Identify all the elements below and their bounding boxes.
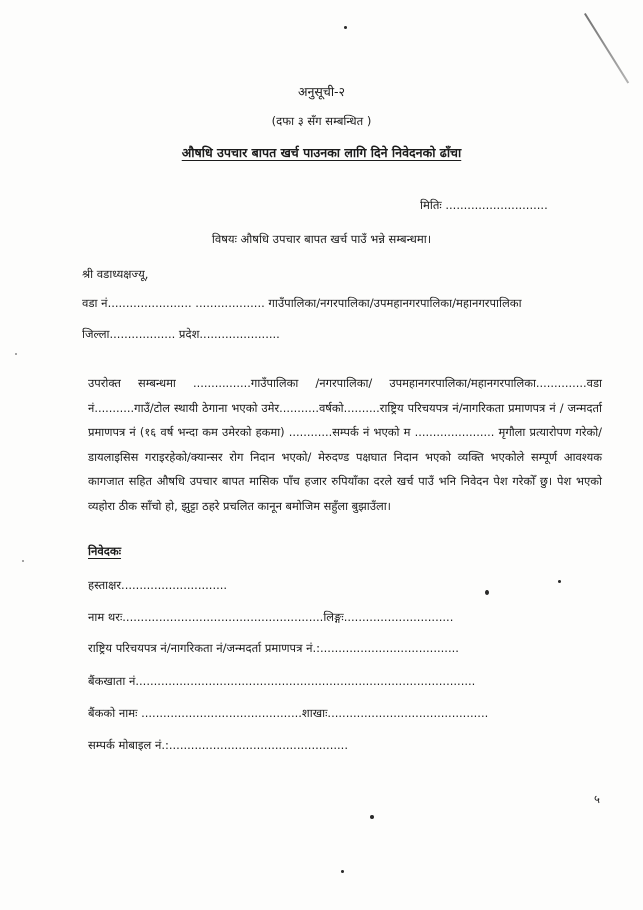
date-line: मितिः ............................ — [420, 198, 548, 212]
scan-speck — [558, 580, 561, 583]
signature-line: हस्ताक्षर............................. — [88, 578, 228, 592]
bank-account-line: बैंकखाता नं............................................................................................. — [88, 674, 476, 688]
applicant-heading: निवेदकः — [88, 544, 122, 558]
salutation: श्री वडाध्यक्षज्यू, — [82, 267, 149, 281]
id-number-line: राष्ट्रिय परिचयपत्र नं/नागरिकता नं/जन्मदर्ता प्रमाणपत्र नं.:...................................... — [88, 641, 459, 655]
application-body-paragraph: उपरोक्त सम्बन्धमा ................गाउँपालिका /नगरपालिका/ उपमहानगरपालिका/महानगरपालिका..............वडा नं...........गाउँ/टोल स्थायी ठेगाना भएको उमेर...........वर्षको..........राष्ट्रिय परिचयपत्र नं/नागरिकता प्रमाणपत्र नं / जन्मदर्ता प्रमाणपत्र नं (१६ वर्ष भन्दा कम उमेरको हकमा) ............सम्पर्क नं भएको म ...................... मृगौला प्रत्यारोपण गरेको/ डायलाइसिस गराइरहेको/क्यान्सर रोग निदान भएको/ मेरुदण्ड पक्षघात निदान भएको व्यक्ति भएकोले सम्पूर्ण आवश्यक कागजात सहित औषधि उपचार बापत मासिक पाँच हजार रुपियाँका दरले खर्च पाउँ भनि निवेदन पेश गरेकोँ छु। पेश भएको व्यहोरा ठीक साँचो हो, झुट्टा ठहरे प्रचलित कानून बमोजिम सहुँला बुझाउँला। — [88, 376, 602, 513]
subject-line: विषयः औषधि उपचार बापत खर्च पाउँ भन्ने सम्बन्धमा। — [211, 232, 432, 246]
section-reference: (दफा ३ सँग सम्बन्धित ) — [271, 114, 372, 128]
scan-speck — [22, 560, 24, 562]
scan-speck — [485, 590, 489, 595]
name-gender-line: नाम थरः.......................................................लिङ्गः.............................. — [88, 610, 454, 624]
schedule-heading: अनुसूची-२ — [297, 84, 346, 99]
page-number: ५ — [594, 792, 600, 806]
district-province-line: जिल्ला.................. प्रदेश...................... — [82, 327, 280, 341]
scan-speck — [15, 353, 17, 355]
scan-speck — [344, 26, 347, 29]
bank-name-branch-line: बैंकको नामः ............................................शाखाः............................................ — [88, 706, 489, 720]
ward-municipality-line: वडा नं....................... ................... गाउँपालिका/नगरपालिका/उपमहानगरपालिका/महानगरपालिका — [82, 296, 522, 310]
form-title: औषधि उपचार बापत खर्च पाउनका लागि दिने निवेदनको ढाँचा — [181, 145, 462, 160]
scan-speck — [341, 870, 344, 873]
paper-crease-mark — [584, 13, 629, 84]
scan-speck — [370, 815, 374, 819]
mobile-number-line: सम्पर्क मोबाइल नं.:................................................. — [88, 738, 348, 752]
